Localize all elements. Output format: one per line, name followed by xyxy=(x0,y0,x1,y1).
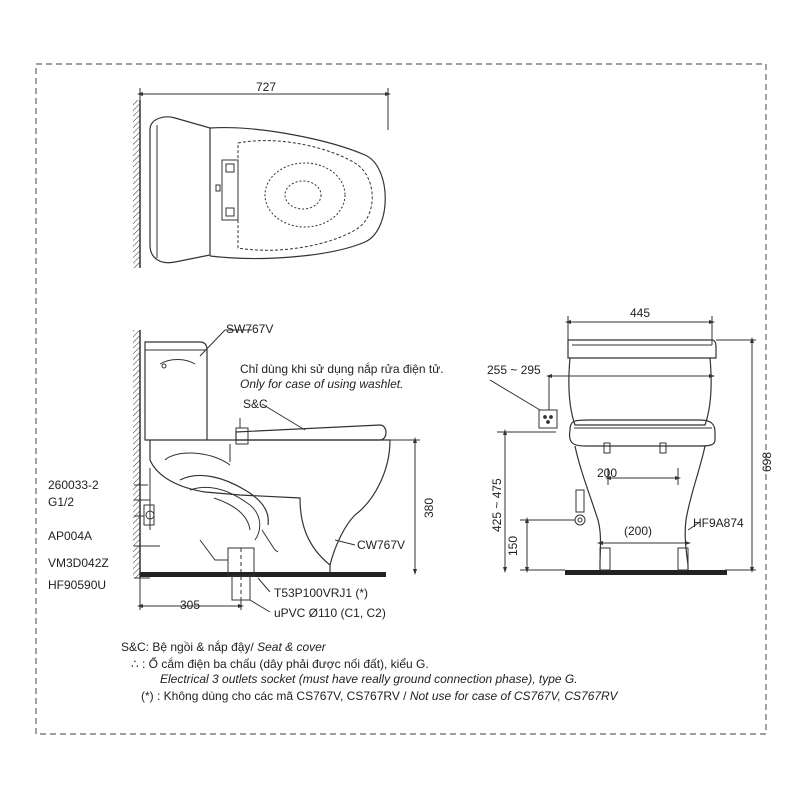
legend-star-prefix: (*) : Không dùng cho các mã CS767V, CS767RV / xyxy=(141,689,410,703)
part-hf90590u-label: HF90590U xyxy=(48,578,107,592)
part-260033-2-label: 260033-2 xyxy=(48,478,99,492)
part-vm3d042z-label: VM3D042Z xyxy=(48,556,109,570)
side-height-dimension: 380 xyxy=(422,497,436,518)
top-width-dimension: 727 xyxy=(256,80,277,94)
base-width-dimension: (200) xyxy=(624,524,653,538)
legend-socket-en: Electrical 3 outlets socket (must have really ground connection phase), type G. xyxy=(160,672,578,686)
front-height-dimension: 698 xyxy=(760,451,774,472)
legend-socket-vi: : Ổ cắm điện ba chấu (dây phải được nối đất), kiểu G. xyxy=(141,657,429,671)
legend-star xyxy=(141,689,618,703)
socket-height-dimension: 425 ~ 475 xyxy=(490,478,504,532)
legend-sc-prefix: S&C: Bệ ngồi & nắp đậy/ xyxy=(121,640,258,654)
part-g12-label: G1/2 xyxy=(48,495,75,509)
inner-width-dimension: 200 xyxy=(597,466,618,480)
socket-part-label: T53P100VRJ1 (*) xyxy=(274,586,369,600)
legend-star-en: Not use for case of CS767V, CS767RV xyxy=(409,689,618,703)
outlet-range-dimension: 255 ~ 295 xyxy=(487,363,541,377)
washlet-note-vi: Chỉ dùng khi sử dụng nắp rửa điện tử. xyxy=(240,362,444,376)
washlet-note-en: Only for case of using washlet. xyxy=(240,377,404,391)
rough-in-dimension: 305 xyxy=(180,598,201,612)
pipe-label: uPVC Ø110 (C1, C2) xyxy=(274,606,386,620)
valve-part-label: HF9A874 xyxy=(693,516,744,530)
tank-model-label: SW767V xyxy=(226,322,274,336)
front-width-dimension: 445 xyxy=(630,306,651,320)
legend-socket xyxy=(131,657,429,671)
legend-seat-cover xyxy=(121,640,326,654)
valve-height-dimension: 150 xyxy=(506,535,520,556)
bowl-model-label: CW767V xyxy=(357,538,406,552)
legend-sc-en: Seat & cover xyxy=(257,640,326,654)
part-ap004a-label: AP004A xyxy=(48,529,93,543)
front-view xyxy=(490,316,756,575)
top-view xyxy=(133,88,388,268)
seat-cover-label: S&C xyxy=(243,397,268,411)
socket-symbol-icon: ∴ xyxy=(131,657,139,671)
